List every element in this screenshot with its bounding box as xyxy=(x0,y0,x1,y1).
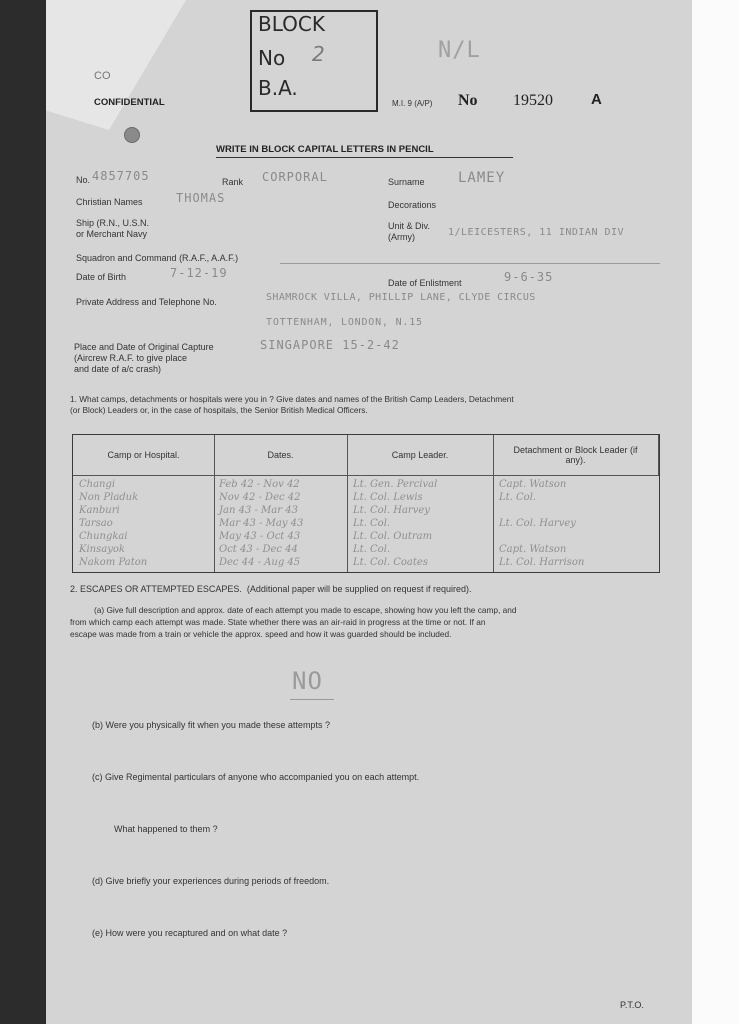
table-header-dates: Dates. xyxy=(214,435,348,475)
surname-value: LAMEY xyxy=(458,170,506,186)
table-cell: Lt. Col. Harvey xyxy=(353,505,430,516)
stamp-line-1: BLOCK xyxy=(258,12,325,36)
q2a-line-1: (a) Give full description and approx. date of each attempt you made to escape, showing how you left the camp, and xyxy=(94,605,517,615)
confidential-label: CONFIDENTIAL xyxy=(94,97,165,108)
table-cell: Kanburi xyxy=(79,505,120,516)
table-cell: Non Pladuk xyxy=(79,492,139,503)
table-cell: Changi xyxy=(79,479,116,490)
table-header-rule xyxy=(73,475,659,476)
unit-label-2: (Army) xyxy=(388,232,415,242)
punch-hole xyxy=(124,127,140,143)
table-col-divider xyxy=(214,475,215,572)
table-cell: Jan 43 - Mar 43 xyxy=(219,505,298,516)
q2b: (b) Were you physically fit when you made these attempts ? xyxy=(92,720,330,730)
unit-label-1: Unit & Div. xyxy=(388,221,430,231)
block-stamp xyxy=(250,10,378,112)
service-no-label: No. xyxy=(76,175,91,185)
capture-label-2: (Aircrew R.A.F. to give place xyxy=(74,353,188,363)
number-label: No xyxy=(458,92,478,109)
table-cell: Nov 42 - Dec 42 xyxy=(219,492,301,503)
table-cell: Kinsayok xyxy=(79,544,125,555)
table-cell: Feb 42 - Nov 42 xyxy=(219,479,300,490)
table-header-detachment: Detachment or Block Leader (if any). xyxy=(493,435,659,475)
q2d: (d) Give briefly your experiences during periods of freedom. xyxy=(92,876,330,886)
q2-title xyxy=(70,584,472,594)
table-cell: Lt. Col. Lewis xyxy=(353,492,423,503)
table-cell: Tarsao xyxy=(79,518,113,529)
table-cell: May 43 - Oct 43 xyxy=(219,531,301,542)
camps-table xyxy=(72,434,660,573)
stamp-line-3: B.A. xyxy=(258,76,298,100)
table-cell: Dec 44 - Aug 45 xyxy=(219,557,301,568)
escape-answer: NO xyxy=(292,667,323,695)
rank-label: Rank xyxy=(222,177,244,187)
table-cell: Lt. Col. Harvey xyxy=(499,518,576,529)
table-cell: Mar 43 - May 43 xyxy=(219,518,304,529)
surname-label: Surname xyxy=(388,177,425,187)
capture-label-1: Place and Date of Original Capture xyxy=(74,342,214,352)
enlistment-label: Date of Enlistment xyxy=(388,278,462,288)
table-cell: Lt. Col. xyxy=(499,492,537,503)
rank-value: CORPORAL xyxy=(262,170,328,184)
q2a-line-2: from which camp each attempt was made. State whether there was an air-raid in progress at the time or not. If an xyxy=(70,617,486,627)
serial-number: 19520 xyxy=(513,92,553,109)
confidential-fragment: CO xyxy=(94,70,111,82)
scan-right-edge xyxy=(692,0,739,1024)
form-reference: M.I. 9 (A/P) xyxy=(392,99,433,108)
q2-title-note: (Additional paper will be supplied on request if required). xyxy=(246,584,472,594)
table-cell: Lt. Col. Coates xyxy=(353,557,428,568)
form-page xyxy=(46,0,692,1024)
q1-line-2: (or Block) Leaders or, in the case of hospitals, the Senior British Medical Officers. xyxy=(70,405,368,415)
table-cell: Lt. Col. Outram xyxy=(353,531,433,542)
dob-label: Date of Birth xyxy=(76,272,127,282)
table-header-leader: Camp Leader. xyxy=(347,435,494,475)
answer-underline xyxy=(290,699,334,700)
q2-title-text: 2. ESCAPES OR ATTEMPTED ESCAPES. xyxy=(70,584,242,594)
stamp-handwritten: 2 xyxy=(312,42,325,66)
table-cell: Lt. Col. xyxy=(353,518,391,529)
table-cell: Nakom Paton xyxy=(79,557,148,568)
enlistment-value: 9-6-35 xyxy=(504,270,554,284)
table-col-divider xyxy=(493,475,494,572)
serial-suffix: A xyxy=(591,91,602,108)
heading-underline xyxy=(216,157,513,158)
table-cell: Oct 43 - Dec 44 xyxy=(219,544,298,555)
capture-label-3: and date of a/c crash) xyxy=(74,364,162,374)
table-cell: Capt. Watson xyxy=(499,544,567,555)
unit-value: 1/LEICESTERS, 11 INDIAN DIV xyxy=(448,227,625,238)
address-line-2: TOTTENHAM, LONDON, N.15 xyxy=(266,317,423,328)
q2e: (e) How were you recaptured and on what date ? xyxy=(92,928,288,938)
squadron-line xyxy=(280,263,660,264)
table-header-camp: Camp or Hospital. xyxy=(73,435,215,475)
q1-line-1: 1. What camps, detachments or hospitals were you in ? Give dates and names of the British Camp Leaders, Detachment xyxy=(70,394,514,404)
squadron-label: Squadron and Command (R.A.F., A.A.F.) xyxy=(76,253,239,263)
address-line-1: SHAMROCK VILLA, PHILLIP LANE, CLYDE CIRCUS xyxy=(266,292,536,303)
q2c: (c) Give Regimental particulars of anyone who accompanied you on each attempt. xyxy=(92,772,420,782)
decorations-label: Decorations xyxy=(388,200,437,210)
dob-value: 7-12-19 xyxy=(170,266,228,280)
ship-label-1: Ship (R.N., U.S.N. xyxy=(76,218,150,228)
stamp-line-2: No xyxy=(258,46,286,70)
scan-left-edge xyxy=(0,0,46,1024)
q2c-followup: What happened to them ? xyxy=(114,824,218,834)
address-label: Private Address and Telephone No. xyxy=(76,297,217,307)
service-no-value: 4857705 xyxy=(92,169,150,183)
table-col-divider xyxy=(347,475,348,572)
christian-names-label: Christian Names xyxy=(76,197,143,207)
pto-label: P.T.O. xyxy=(620,1000,644,1010)
folded-corner xyxy=(46,0,186,130)
ship-label-2: or Merchant Navy xyxy=(76,229,148,239)
table-cell: Lt. Gen. Percival xyxy=(353,479,438,490)
table-cell: Chungkai xyxy=(79,531,128,542)
q2a-line-3: escape was made from a train or vehicle the approx. speed and how it was guarded should be included. xyxy=(70,629,452,639)
table-cell: Lt. Col. xyxy=(353,544,391,555)
table-cell: Lt. Col. Harrison xyxy=(499,557,585,568)
table-cell: Capt. Watson xyxy=(499,479,567,490)
christian-names-value: THOMAS xyxy=(176,191,226,205)
capture-value: SINGAPORE 15-2-42 xyxy=(260,338,400,352)
pencil-mark: N/L xyxy=(438,38,481,63)
instruction-heading: WRITE IN BLOCK CAPITAL LETTERS IN PENCIL xyxy=(216,144,434,155)
